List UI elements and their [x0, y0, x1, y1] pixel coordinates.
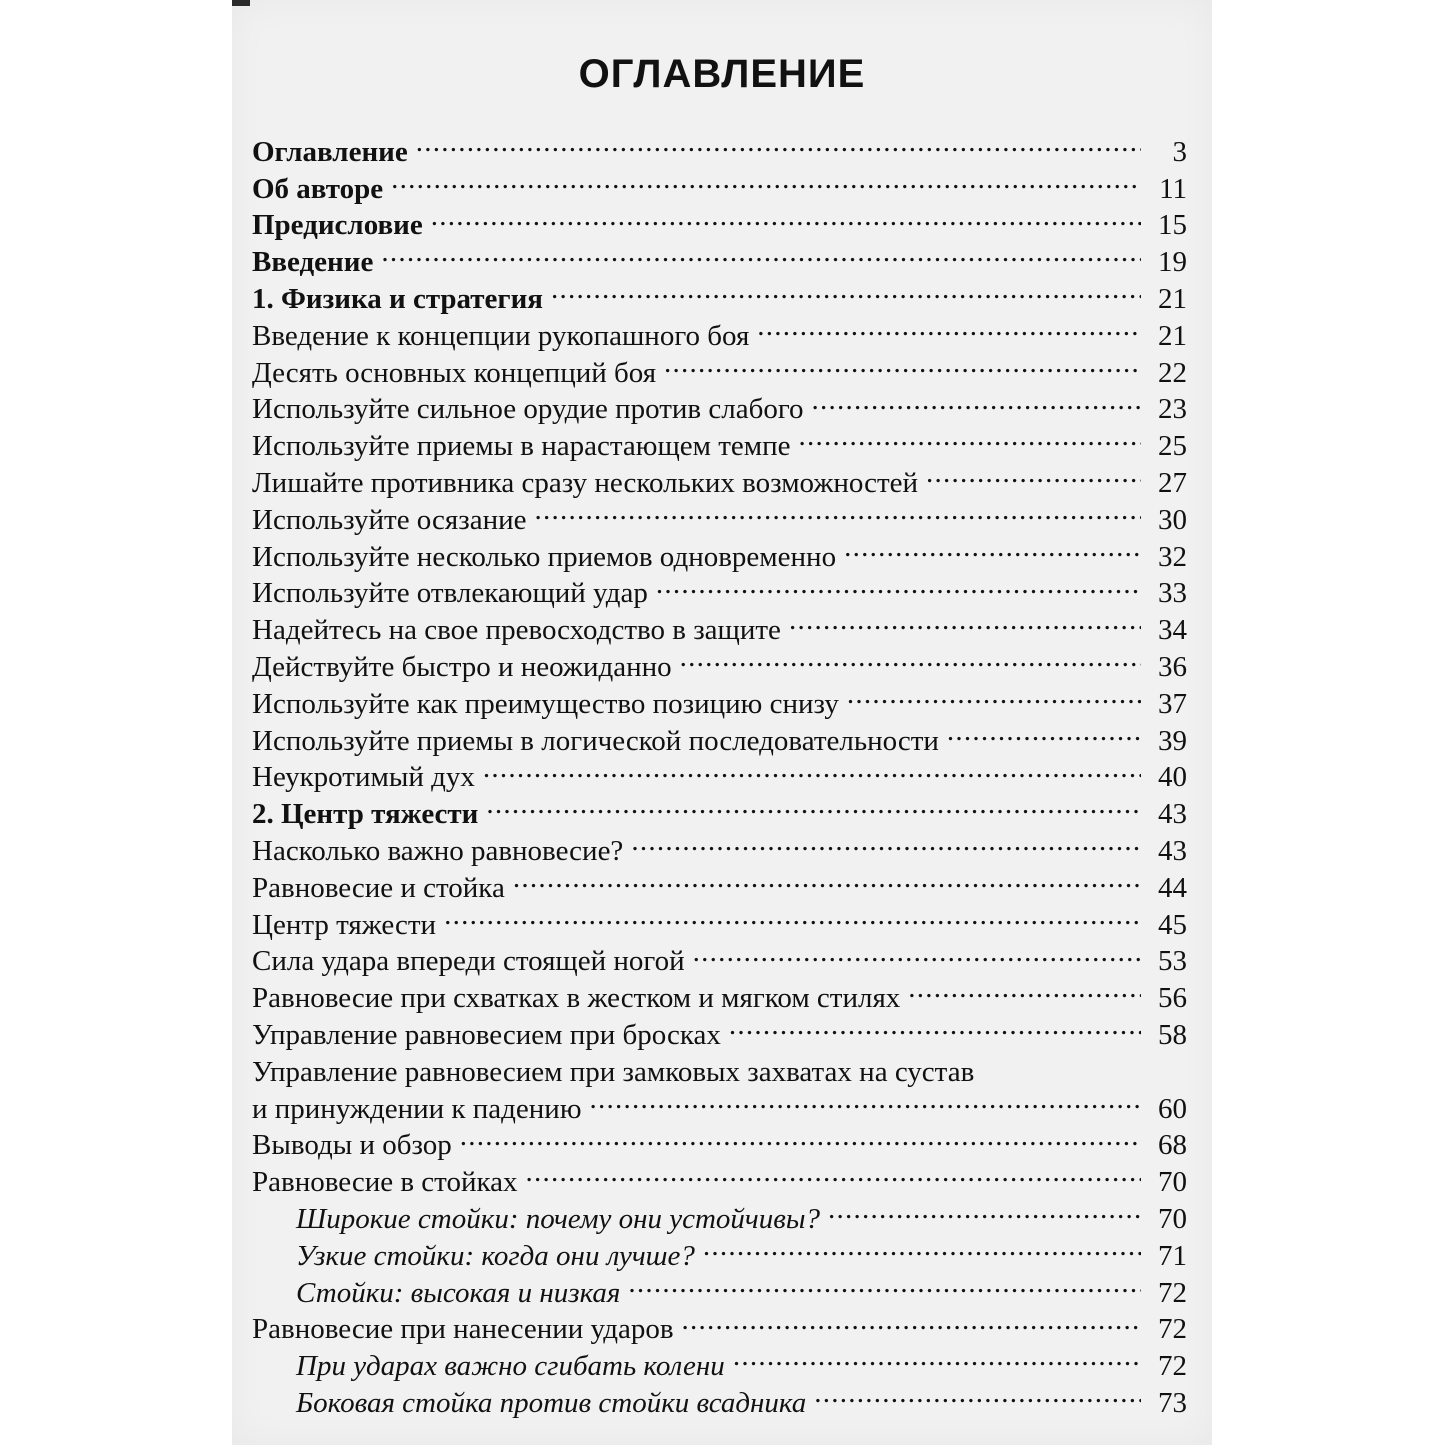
toc-entry-page-number: 27 — [1158, 466, 1187, 499]
toc-entry-page-number: 3 — [1172, 135, 1187, 168]
toc-entry-title: Введение — [252, 246, 374, 279]
toc-entry-page-number: 58 — [1158, 1018, 1187, 1051]
dot-leader — [947, 713, 1141, 750]
dot-leader — [908, 970, 1141, 1007]
dot-leader — [664, 345, 1141, 382]
page-title: ОГЛАВЛЕНИЕ — [578, 52, 866, 96]
toc-entry-page-number: 15 — [1158, 209, 1187, 242]
dot-leader — [693, 934, 1141, 971]
dot-leader — [656, 566, 1141, 603]
toc-entry — [252, 198, 1187, 242]
toc-entry-page-number: 11 — [1159, 172, 1187, 205]
toc-entry-title: Используйте отвлекающий удар — [252, 577, 648, 610]
dot-leader — [486, 786, 1141, 823]
toc-entry-page-number: 19 — [1158, 246, 1187, 279]
toc-entry-page-number: 22 — [1158, 356, 1187, 389]
dot-leader — [534, 492, 1141, 529]
toc-entry-title: Введение к концепции рукопашного боя — [252, 319, 750, 352]
toc-entry-page-number: 43 — [1158, 798, 1187, 831]
dot-leader — [789, 602, 1141, 639]
dot-leader — [682, 1302, 1141, 1339]
toc-entry-title: Сила удара впереди стоящей ногой — [252, 945, 685, 978]
toc-entry-title: Надейтесь на свое превосходство в защите — [252, 614, 781, 647]
table-of-contents — [252, 124, 1187, 1419]
toc-entry-title: Лишайте противника сразу нескольких возможностей — [252, 466, 919, 499]
toc-entry-page-number: 25 — [1158, 430, 1187, 463]
toc-entry-page-number: 45 — [1158, 908, 1187, 941]
toc-entry-title: Действуйте быстро и неожиданно — [252, 650, 672, 683]
toc-entry-page-number: 72 — [1158, 1276, 1187, 1309]
toc-entry-title: и принуждении к падению — [252, 1092, 582, 1125]
dot-leader — [513, 860, 1141, 897]
toc-entry — [252, 124, 1187, 168]
toc-entry-title: Узкие стойки: когда они лучше? — [296, 1239, 695, 1272]
toc-entry-page-number: 21 — [1158, 282, 1187, 315]
dot-leader — [757, 308, 1141, 345]
dot-leader — [628, 1265, 1141, 1302]
toc-entry-page-number: 37 — [1158, 687, 1187, 720]
toc-entry-title: Используйте приемы в нарастающем темпе — [252, 430, 791, 463]
toc-entry-page-number: 34 — [1158, 614, 1187, 647]
toc-entry-page-number: 53 — [1158, 945, 1187, 978]
toc-entry-title: Используйте осязание — [252, 503, 527, 536]
dot-leader — [733, 1338, 1141, 1375]
toc-entry-title: Равновесие в стойках — [252, 1166, 518, 1199]
toc-entry-title: Насколько важно равновесие? — [252, 834, 624, 867]
toc-entry — [252, 234, 1187, 279]
toc-entry-title: Широкие стойки: почему они устойчивы? — [296, 1202, 820, 1235]
dot-leader — [444, 897, 1141, 934]
toc-entry-page-number: 72 — [1158, 1313, 1187, 1346]
toc-entry — [252, 271, 1187, 315]
toc-entry-page-number: 60 — [1158, 1092, 1187, 1125]
toc-entry-page-number: 68 — [1158, 1129, 1187, 1162]
toc-entry-page-number: 43 — [1158, 834, 1187, 867]
dot-leader — [526, 1154, 1142, 1191]
toc-entry-page-number: 23 — [1158, 393, 1187, 426]
dot-leader — [729, 1007, 1141, 1044]
dot-leader — [589, 1081, 1141, 1118]
toc-entry-title: Оглавление — [252, 135, 408, 168]
toc-entry-page-number: 71 — [1158, 1239, 1187, 1272]
dot-leader — [828, 1191, 1141, 1228]
dot-leader — [551, 271, 1141, 308]
dot-leader — [847, 676, 1141, 713]
toc-entry-title: Равновесие и стойка — [252, 871, 505, 904]
dot-leader — [680, 639, 1141, 676]
dot-leader — [483, 750, 1141, 787]
toc-entry-page-number: 70 — [1158, 1166, 1187, 1199]
toc-entry-page-number: 44 — [1158, 871, 1187, 904]
toc-entry-title: Выводы и обзор — [252, 1129, 452, 1162]
dot-leader — [799, 418, 1141, 455]
toc-entry-page-number: 73 — [1158, 1386, 1187, 1419]
dot-leader — [391, 161, 1141, 198]
toc-entry-page-number: 56 — [1158, 982, 1187, 1015]
toc-entry-title: 2. Центр тяжести — [252, 798, 479, 831]
toc-entry-title: Равновесие при схватках в жестком и мягком стилях — [252, 982, 901, 1015]
toc-entry-title: Неукротимый дух — [252, 761, 475, 794]
toc-entry-page-number: 30 — [1158, 503, 1187, 536]
book-page — [232, 0, 1212, 1445]
toc-entry-title: Об авторе — [252, 172, 384, 205]
toc-entry — [252, 161, 1187, 205]
dot-leader — [631, 823, 1141, 860]
dot-leader — [926, 455, 1141, 492]
toc-entry-page-number: 36 — [1158, 650, 1187, 683]
dot-leader — [431, 198, 1141, 235]
dot-leader — [460, 1118, 1141, 1155]
dot-leader — [381, 234, 1141, 271]
toc-entry-title: Десять основных концепций боя — [252, 356, 657, 389]
toc-entry-page-number: 33 — [1158, 577, 1187, 610]
toc-entry-title: Управление равновесием при замковых захватах на сустав — [252, 1055, 975, 1088]
toc-entry-title: При ударах важно сгибать колени — [296, 1350, 725, 1383]
toc-entry-page-number: 72 — [1158, 1350, 1187, 1383]
toc-entry-title: Используйте несколько приемов одновременно — [252, 540, 837, 573]
dot-leader — [814, 1375, 1141, 1412]
toc-entry-page-number: 21 — [1158, 319, 1187, 352]
toc-entry-title: Используйте как преимущество позицию снизу — [252, 687, 839, 720]
dot-leader — [703, 1228, 1141, 1265]
toc-entry-page-number: 39 — [1158, 724, 1187, 757]
toc-entry-title: Используйте сильное орудие против слабого — [252, 393, 804, 426]
toc-entry-title: Предисловие — [252, 209, 423, 242]
toc-entry-title: Центр тяжести — [252, 908, 437, 941]
toc-entry-page-number: 70 — [1158, 1202, 1187, 1235]
toc-entry-title: Равновесие при нанесении ударов — [252, 1313, 674, 1346]
toc-entry-title: Управление равновесием при бросках — [252, 1018, 721, 1051]
toc-entry-title: Стойки: высокая и низкая — [296, 1276, 621, 1309]
page-corner-mark — [232, 0, 250, 6]
dot-leader — [812, 382, 1142, 419]
toc-entry-page-number: 32 — [1158, 540, 1187, 573]
toc-entry-page-number: 40 — [1158, 761, 1187, 794]
toc-entry-title: Боковая стойка против стойки всадника — [296, 1386, 807, 1419]
dot-leader — [844, 529, 1141, 566]
toc-entry-title: 1. Физика и стратегия — [252, 282, 543, 315]
dot-leader — [416, 124, 1141, 161]
toc-entry-title: Используйте приемы в логической последовательности — [252, 724, 939, 757]
